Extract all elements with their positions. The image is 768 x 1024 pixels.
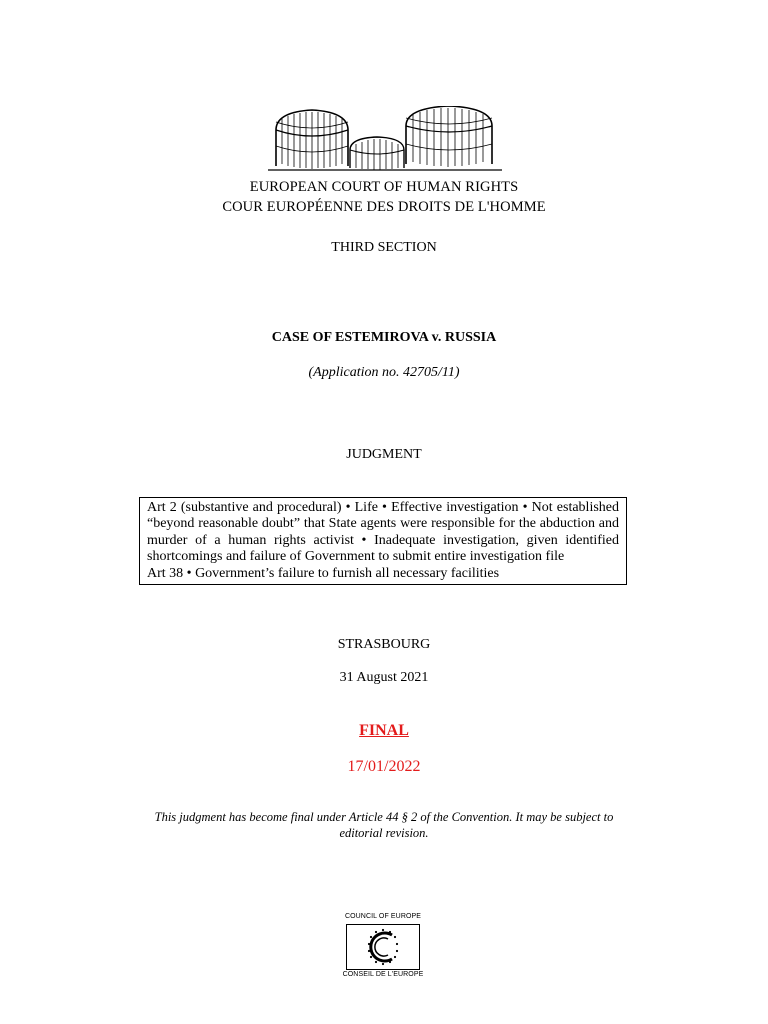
court-building-icon [258,106,514,174]
section-heading: THIRD SECTION [331,240,437,255]
court-name-french: COUR EUROPÉENNE DES DROITS DE L'HOMME [222,199,546,215]
keywords-box [139,497,627,585]
court-name-english: EUROPEAN COURT OF HUMAN RIGHTS [249,179,519,195]
final-note: This judgment has become final under Article 44 § 2 of the Convention. It may be subject to editorial revision. [154,810,614,840]
application-number: (Application no. 42705/11) [308,365,460,380]
council-of-europe-emblem-icon [346,924,420,970]
case-title: CASE OF ESTEMIROVA v. RUSSIA [271,330,497,345]
keywords-article-2: Art 2 (substantive and procedural) • Life • Effective investigation • Not established “beyond reasonable doubt” that State agents were responsible for the abduction and murder of a human rights activist • Inadequate investigation, given identified shortcomings and failure of Government to submit entire investigation file [147,500,619,565]
judgment-date: 31 August 2021 [339,670,429,685]
coe-name-french: CONSEIL DE L'EUROPE [342,971,424,978]
final-label: FINAL [359,722,409,739]
judgment-heading: JUDGMENT [346,447,422,462]
place: STRASBOURG [337,637,431,652]
coe-name-english: COUNCIL OF EUROPE [344,913,422,920]
final-date: 17/01/2022 [347,758,421,775]
keywords-article-38: Art 38 • Government’s failure to furnish all necessary facilities [147,565,500,581]
council-of-europe-logo [342,913,424,981]
